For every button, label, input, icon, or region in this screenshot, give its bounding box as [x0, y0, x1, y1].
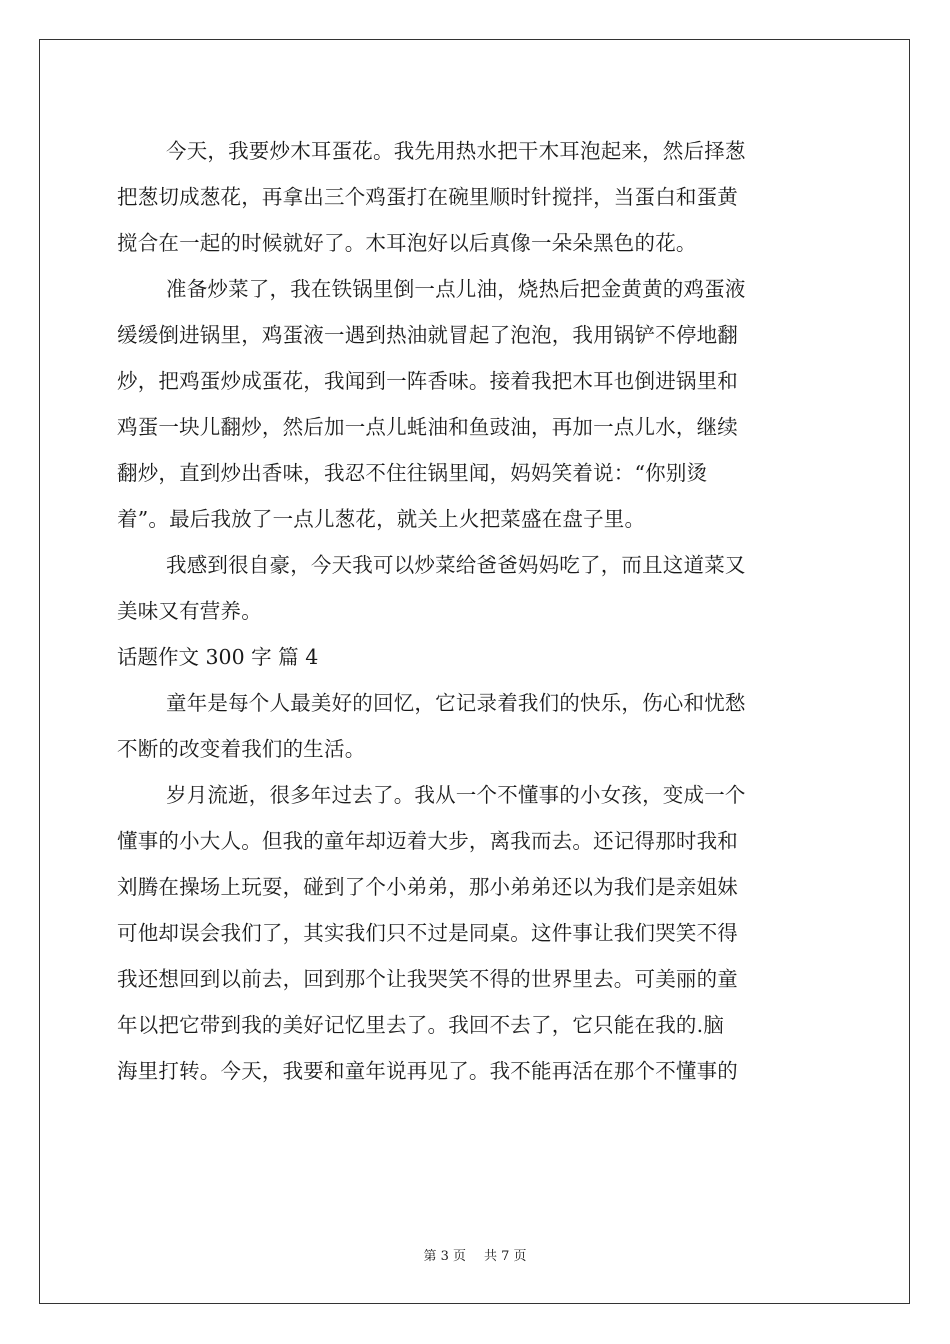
text-line: 把葱切成葱花，再拿出三个鸡蛋打在碗里顺时针搅拌，当蛋白和蛋黄	[117, 185, 738, 209]
text-line: 刘腾在操场上玩耍，碰到了个小弟弟，那小弟弟还以为我们是亲姐妹	[117, 875, 738, 899]
text-line: 可他却误会我们了，其实我们只不过是同桌。这件事让我们哭笑不得	[117, 921, 738, 945]
text-line: 我感到很自豪，今天我可以炒菜给爸爸妈妈吃了，而且这道菜又	[166, 553, 746, 577]
text-line: 今天，我要炒木耳蛋花。我先用热水把干木耳泡起来，然后择葱	[166, 139, 746, 163]
text-line: 炒，把鸡蛋炒成蛋花，我闻到一阵香味。接着我把木耳也倒进锅里和	[117, 369, 738, 393]
text-line: 不断的改变着我们的生活。	[117, 737, 366, 761]
page-footer	[0, 1245, 950, 1264]
text-line: 童年是每个人最美好的回忆，它记录着我们的快乐，伤心和忧愁	[166, 691, 746, 715]
text-line: 我还想回到以前去，回到那个让我哭笑不得的世界里去。可美丽的童	[117, 967, 738, 991]
text-line: 美味又有营养。	[117, 599, 262, 623]
section-heading: 话题作文 300 字 篇 4	[117, 645, 319, 669]
text-line: 准备炒菜了，我在铁锅里倒一点儿油，烧热后把金黄黄的鸡蛋液	[166, 277, 746, 301]
text-line: 着”。最后我放了一点儿葱花，就关上火把菜盛在盘子里。	[117, 507, 646, 531]
text-line: 鸡蛋一块儿翻炒，然后加一点儿蚝油和鱼豉油，再加一点儿水，继续	[117, 415, 738, 439]
text-line: 海里打转。今天，我要和童年说再见了。我不能再活在那个不懂事的	[117, 1059, 738, 1083]
text-line: 缓缓倒进锅里，鸡蛋液一遇到热油就冒起了泡泡，我用锅铲不停地翻	[117, 323, 738, 347]
document-body	[117, 128, 837, 1094]
text-line: 懂事的小大人。但我的童年却迈着大步，离我而去。还记得那时我和	[117, 829, 738, 853]
page-total: 共 7 页	[484, 1249, 527, 1264]
text-line: 翻炒，直到炒出香味，我忍不住往锅里闻，妈妈笑着说：“你别烫	[117, 461, 708, 485]
text-line: 岁月流逝，很多年过去了。我从一个不懂事的小女孩，变成一个	[166, 783, 746, 807]
text-line: 搅合在一起的时候就好了。木耳泡好以后真像一朵朵黑色的花。	[117, 231, 697, 255]
page-number: 第 3 页	[423, 1249, 466, 1264]
text-line: 年以把它带到我的美好记忆里去了。我回不去了，它只能在我的.脑	[117, 1013, 725, 1037]
